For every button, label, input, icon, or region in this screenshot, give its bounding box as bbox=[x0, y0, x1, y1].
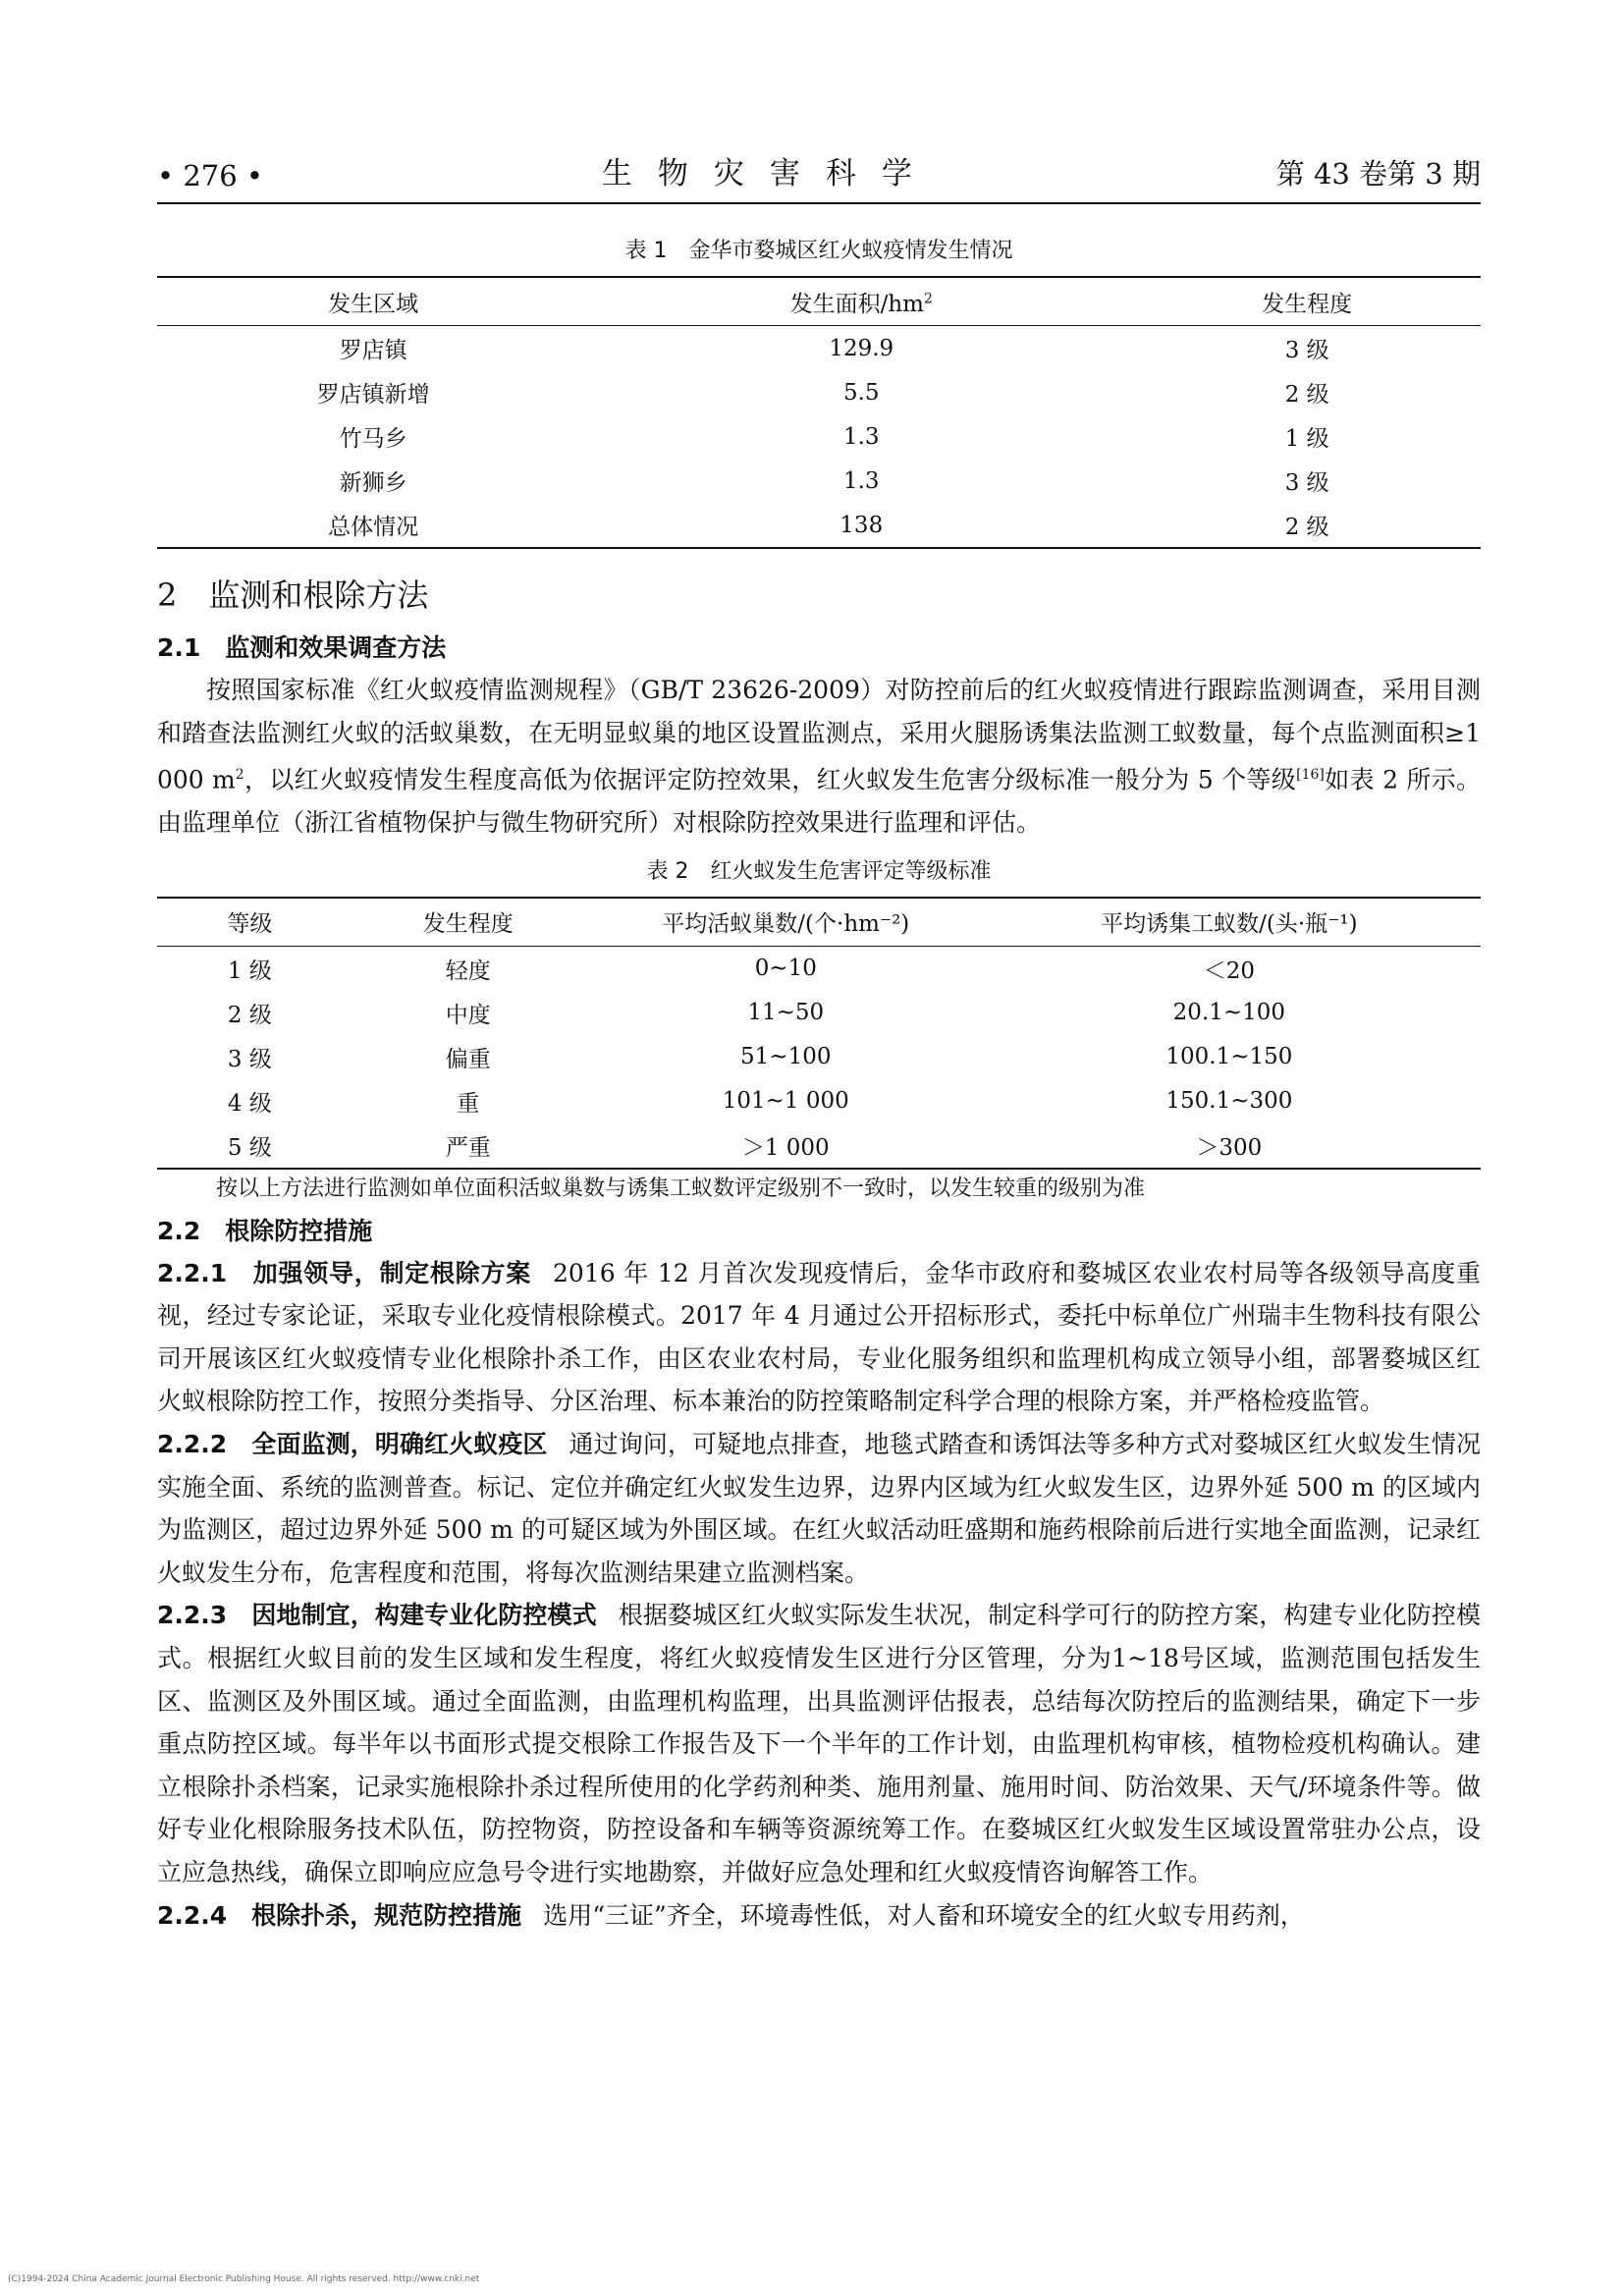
table2-row bbox=[157, 1035, 1481, 1079]
table1-row bbox=[157, 370, 1481, 414]
table2-cell: 150.1~300 bbox=[1165, 1088, 1293, 1115]
running-head bbox=[157, 147, 1481, 204]
table1-cell: 竹马乡 bbox=[339, 426, 407, 452]
table2-row bbox=[157, 1079, 1481, 1123]
section-2-2-2-lead: 2.2.2 全面监测，明确红火蚁疫区 bbox=[157, 1430, 548, 1459]
table1-cell: 5.5 bbox=[842, 379, 880, 406]
section-2-2-1-paragraph: 2.2.1 加强领导，制定根除方案 2016 年 12 月首次发现疫情后，金华市政府和婺城区农业农村局等各级领导高度重视，经过专家论证，采取专业化疫情根除模式。2017 年 4 月通过公开招标形式，委托中标单位广州瑞丰生物科技有限公司开展该区红火蚁疫情专业化根除扑杀工作，由区农业农村局，专业化服务组织和监理机构成立领导小组，部署婺城区红火蚁根除防控工作，按照分类指导、分区治理、标本兼治的防控策略制定科学合理的根除方案，并严格检疫监管。 bbox=[157, 1258, 1481, 1416]
table1-cell: 1 级 bbox=[1284, 426, 1329, 452]
table1-cell: 新狮乡 bbox=[339, 470, 407, 496]
table1-row bbox=[157, 326, 1481, 371]
table2-cell: 中度 bbox=[445, 1002, 491, 1028]
table1-cell: 3 级 bbox=[1284, 338, 1329, 363]
issue-label: 第 43 卷第 3 期 bbox=[1275, 157, 1481, 191]
section-2-heading: 2 监测和根除方法 bbox=[157, 576, 429, 614]
table2-cell: 5 级 bbox=[157, 1123, 343, 1169]
table2-cell: 轻度 bbox=[445, 957, 491, 984]
table1-header-row bbox=[157, 277, 1481, 326]
table2-cell: 11~50 bbox=[747, 1000, 825, 1026]
paper-page bbox=[157, 147, 1481, 1937]
table1-cell: 罗店镇新增 bbox=[316, 382, 430, 408]
table2-header-row bbox=[157, 898, 1481, 947]
table1-col-region: 发生区域 bbox=[157, 277, 589, 326]
table2-cell: ＞300 bbox=[978, 1123, 1481, 1169]
table2-cell: 1 级 bbox=[227, 957, 272, 984]
section-2-2-3-lead: 2.2.3 因地制宜，构建专业化防控模式 bbox=[157, 1601, 597, 1630]
section-2-2-2-paragraph: 2.2.2 全面监测，明确红火蚁疫区 通过询问，可疑地点排查，地毯式踏查和诱饵法等多种方式对婺城区红火蚁发生情况实施全面、系统的监测普查。标记、定位并确定红火蚁发生边界，边界内区域为红火蚁发生区，边界外延 500 m 的区域内为监测区，超过边界外延 500 m 的可疑区域为外围区域。在红火蚁活动旺盛期和施药根除前后进行实地全面监测，记录红火蚁发生分布，危害程度和范围，将每次监测结果建立监测档案。 bbox=[157, 1430, 1481, 1587]
table1-row bbox=[157, 459, 1481, 503]
table1-cell: 罗店镇 bbox=[339, 338, 407, 363]
table2-note: 按以上方法进行监测如单位面积活蚁巢数与诱集工蚁数评定级别不一致时，以发生较重的级别为准 bbox=[216, 1175, 1146, 1201]
table1-cell: 2 级 bbox=[1133, 503, 1481, 548]
section-2-1-heading: 2.1 监测和效果调查方法 bbox=[157, 633, 447, 662]
table2-cell: 严重 bbox=[343, 1123, 594, 1169]
table1-cell: 129.9 bbox=[829, 335, 894, 361]
table2-cell: ＞1 000 bbox=[594, 1123, 978, 1169]
table1 bbox=[157, 276, 1481, 549]
table2-cell: 20.1~100 bbox=[1172, 1000, 1286, 1026]
table1-cell: 3 级 bbox=[1284, 470, 1329, 496]
table2-col-grade: 等级 bbox=[157, 898, 343, 947]
table2-row bbox=[157, 1123, 1481, 1169]
table2-col-degree: 发生程度 bbox=[343, 898, 594, 947]
section-2-2-3-paragraph: 2.2.3 因地制宜，构建专业化防控模式 根据婺城区红火蚁实际发生状况，制定科学可行的防控方案，构建专业化防控模式。根据红火蚁目前的发生区域和发生程度，将红火蚁疫情发生区进行分区管理，分为1~18号区域，监测范围包括发生区、监测区及外围区域。通过全面监测，由监理机构监理，出具监测评估报表，总结每次防控后的监测结果，确定下一步重点防控区域。每半年以书面形式提交根除工作报告及下一个半年的工作计划，由监理机构审核，植物检疫机构确认。建立根除扑杀档案，记录实施根除扑杀过程所使用的化学药剂种类、施用剂量、施用时间、防治效果、天气/环境条件等。做好专业化根除服务技术队伍，防控物资，防控设备和车辆等资源统筹工作。在婺城区红火蚁发生区域设置常驻办公点，设立应急热线，确保立即响应应急号令进行实地勘察，并做好应急处理和红火蚁疫情咨询解答工作。 bbox=[157, 1601, 1481, 1887]
table2-col-nests: 平均活蚁巢数/(个·hm⁻²) bbox=[594, 898, 978, 947]
section-2-1-paragraph: 按照国家标准《红火蚁疫情监测规程》（GB/T 23626-2009）对防控前后的红火蚁疫情进行跟踪监测调查，采用目测和踏查法监测红火蚁的活蚁巢数，在无明显蚁巢的地区设置监测点，采用火腿肠诱集法监测工蚁数量，每个点监测面积≥1 000 $m^2$，以红火蚁疫情发生程度高低为依据评定防控效果，红火蚁发生危害分级标准一般分为 5 个等级[16]如表 2 所示。由监理单位（浙江省植物保护与微生物研究所）对根除防控效果进行监理和评估。 bbox=[157, 676, 1481, 838]
table1-cell: 总体情况 bbox=[157, 503, 589, 548]
table1-caption: 表 1 金华市婺城区红火蚁疫情发生情况 bbox=[624, 239, 1013, 263]
table1-cell: 138 bbox=[589, 503, 1133, 548]
table1-col-degree: 发生程度 bbox=[1133, 277, 1481, 326]
table2-cell: 重 bbox=[457, 1090, 480, 1117]
table2-cell: 0~10 bbox=[754, 956, 817, 982]
copyright-footer: (C)1994-2024 China Academic Journal Electronic Publishing House. All rights reserved. http://www.cnki.net bbox=[8, 2274, 480, 2284]
table2-cell: 4 级 bbox=[227, 1090, 272, 1117]
table2-row bbox=[157, 991, 1481, 1035]
section-2-2-4-paragraph: 2.2.4 根除扑杀，规范防控措施 选用“三证”齐全，环境毒性低，对人畜和环境安全的红火蚁专用药剂， bbox=[157, 1900, 1305, 1930]
table1-cell: 1.3 bbox=[842, 467, 880, 494]
table2-row bbox=[157, 946, 1481, 991]
section-2-2-4-lead: 2.2.4 根除扑杀，规范防控措施 bbox=[157, 1900, 522, 1930]
table2-cell: 51~100 bbox=[740, 1044, 832, 1070]
table2-cell: 偏重 bbox=[445, 1046, 491, 1072]
journal-title: 生物灾害科学 bbox=[601, 156, 938, 191]
table1-cell: 1.3 bbox=[842, 423, 880, 450]
table2-cell: 100.1~150 bbox=[1165, 1044, 1293, 1070]
table2-cell: ＜20 bbox=[1203, 957, 1255, 984]
table2-col-workers: 平均诱集工蚁数/(头·瓶⁻¹) bbox=[978, 898, 1481, 947]
section-2-2-1-lead: 2.2.1 加强领导，制定根除方案 bbox=[157, 1258, 532, 1287]
table2-cell: 2 级 bbox=[227, 1002, 272, 1028]
table2-cell: 101~1 000 bbox=[722, 1088, 849, 1115]
table1-col-area: 发生面积$/hm^2$ bbox=[589, 277, 1133, 326]
table2-cell: 3 级 bbox=[227, 1046, 272, 1072]
table2 bbox=[157, 897, 1481, 1170]
page-number: • 276 • bbox=[157, 159, 263, 192]
table1-row bbox=[157, 503, 1481, 548]
table2-caption: 表 2 红火蚁发生危害评定等级标准 bbox=[646, 858, 992, 884]
table1-row bbox=[157, 414, 1481, 459]
table1-cell: 2 级 bbox=[1284, 382, 1329, 408]
section-2-2-heading: 2.2 根除防控措施 bbox=[157, 1216, 373, 1245]
